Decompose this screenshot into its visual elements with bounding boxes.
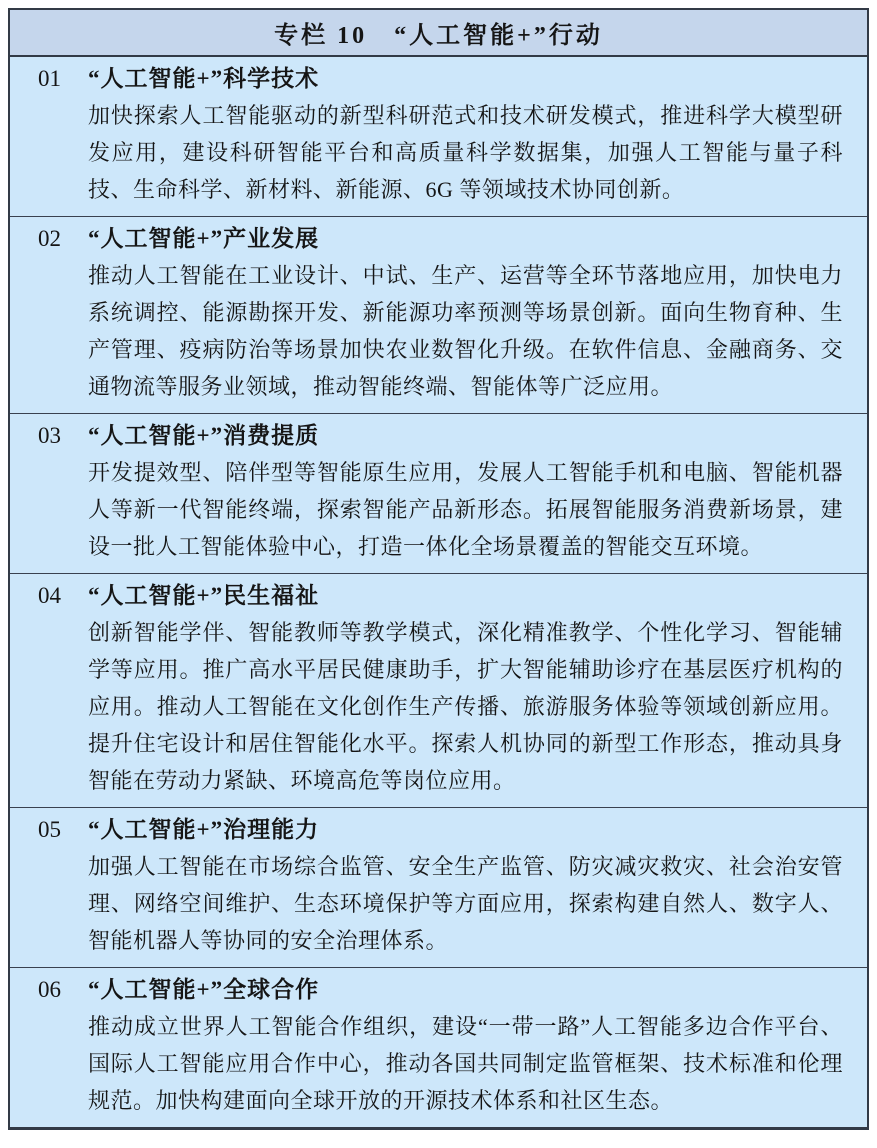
sections-list xyxy=(10,57,867,1127)
section-number: 03 xyxy=(38,423,61,448)
panel xyxy=(8,8,869,1130)
section-heading: “人工智能+”科学技术 xyxy=(88,66,320,91)
section-number: 02 xyxy=(38,226,61,251)
section-item xyxy=(10,57,867,216)
section-heading: “人工智能+”全球合作 xyxy=(88,977,320,1002)
section-body: 加快探索人工智能驱动的新型科研范式和技术研发模式，推进科学大模型研发应用，建设科研智能平台和高质量科学数据集，加强人工智能与量子科技、生命科学、新材料、新能源、6G 等领域技术协同创新。 xyxy=(88,103,843,202)
section-heading: “人工智能+”产业发展 xyxy=(88,226,320,251)
section-body: 开发提效型、陪伴型等智能原生应用，发展人工智能手机和电脑、智能机器人等新一代智能终端，探索智能产品新形态。拓展智能服务消费新场景，建设一批人工智能体验中心，打造一体化全场景覆盖的智能交互环境。 xyxy=(88,460,843,559)
section-body: 创新智能学伴、智能教师等教学模式，深化精准教学、个性化学习、智能辅学等应用。推广高水平居民健康助手，扩大智能辅助诊疗在基层医疗机构的应用。推动人工智能在文化创作生产传播、旅游服务体验等领域创新应用。提升住宅设计和居住智能化水平。探索人机协同的新型工作形态，推动具身智能在劳动力紧缺、环境高危等岗位应用。 xyxy=(88,620,843,793)
section-item xyxy=(10,216,867,413)
section-heading: “人工智能+”民生福祉 xyxy=(88,583,320,608)
section-number: 06 xyxy=(38,977,61,1002)
section-head xyxy=(38,971,843,1008)
section-number: 05 xyxy=(38,817,61,842)
section-body: 推动人工智能在工业设计、中试、生产、运营等全环节落地应用，加快电力系统调控、能源勘探开发、新能源功率预测等场景创新。面向生物育种、生产管理、疫病防治等场景加快农业数智化升级。在软件信息、金融商务、交通物流等服务业领域，推动智能终端、智能体等广泛应用。 xyxy=(88,263,843,399)
section-body: 推动成立世界人工智能合作组织，建设“一带一路”人工智能多边合作平台、国际人工智能应用合作中心，推动各国共同制定监管框架、技术标准和伦理规范。加快构建面向全球开放的开源技术体系和社区生态。 xyxy=(88,1014,843,1113)
section-number: 04 xyxy=(38,583,61,608)
panel-header xyxy=(10,10,867,57)
section-heading: “人工智能+”治理能力 xyxy=(88,817,320,842)
section-body: 加强人工智能在市场综合监管、安全生产监管、防灾减灾救灾、社会治安管理、网络空间维护、生态环境保护等方面应用，探索构建自然人、数字人、智能机器人等协同的安全治理体系。 xyxy=(88,854,843,953)
section-item xyxy=(10,573,867,807)
section-head xyxy=(38,220,843,257)
panel-title: 专栏 10 “人工智能+”行动 xyxy=(274,23,603,49)
section-number: 01 xyxy=(38,66,61,91)
section-item xyxy=(10,413,867,573)
section-head xyxy=(38,577,843,614)
section-item xyxy=(10,967,867,1127)
section-head xyxy=(38,811,843,848)
section-head xyxy=(38,417,843,454)
section-item xyxy=(10,807,867,967)
section-head xyxy=(38,60,843,97)
section-heading: “人工智能+”消费提质 xyxy=(88,423,320,448)
